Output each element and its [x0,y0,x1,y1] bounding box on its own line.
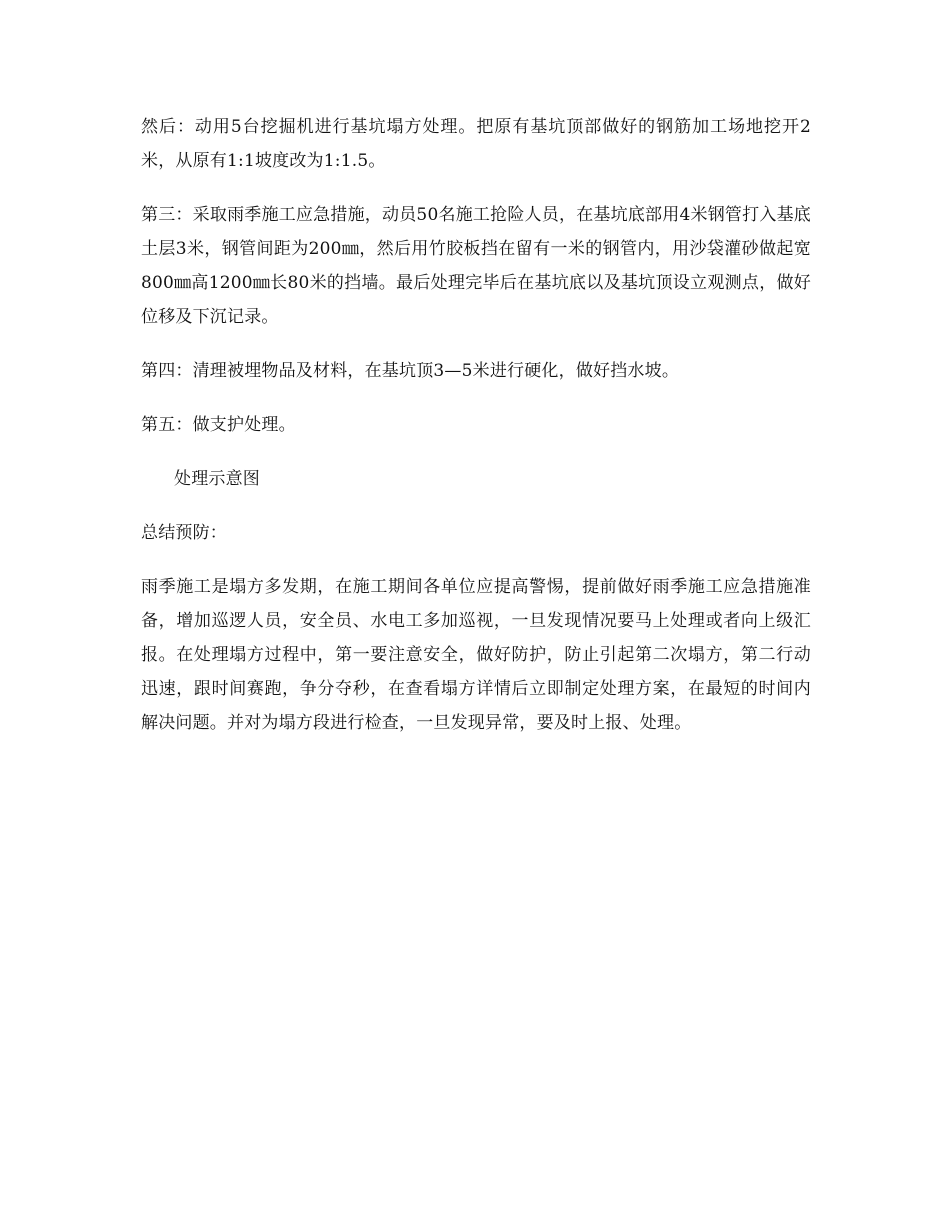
section-heading-summary: 总结预防： [141,523,227,543]
figure-caption: 处理示意图 [174,469,260,489]
paragraph-third: 第三：采取雨季施工应急措施，动员50名施工抢险人员，在基坑底部用4米钢管打入基底土层3米，钢管间距为200㎜，然后用竹胶板挡在留有一米的钢管内，用沙袋灌砂做起宽800㎜高1200㎜长80米的挡墙。最后处理完毕后在基坑底以及基坑顶设立观测点，做好位移及下沉记录。 [141,205,811,327]
paragraph-then: 然后：动用5台挖掘机进行基坑塌方处理。把原有基坑顶部做好的钢筋加工场地挖开2米，从原有1:1坡度改为1:1.5。 [141,117,811,171]
paragraph-summary: 雨季施工是塌方多发期，在施工期间各单位应提高警惕，提前做好雨季施工应急措施准备，增加巡逻人员，安全员、水电工多加巡视，一旦发现情况要马上处理或者向上级汇报。在处理塌方过程中，第一要注意安全，做好防护，防止引起第二次塌方，第二行动迅速，跟时间赛跑，争分夺秒，在查看塌方详情后立即制定处理方案，在最短的时间内解决问题。并对为塌方段进行检查，一旦发现异常，要及时上报、处理。 [141,577,811,733]
document-body [141,110,811,760]
paragraph-fourth: 第四：清理被埋物品及材料，在基坑顶3—5米进行硬化，做好挡水坡。 [141,361,680,381]
paragraph-fifth: 第五：做支护处理。 [141,415,296,435]
